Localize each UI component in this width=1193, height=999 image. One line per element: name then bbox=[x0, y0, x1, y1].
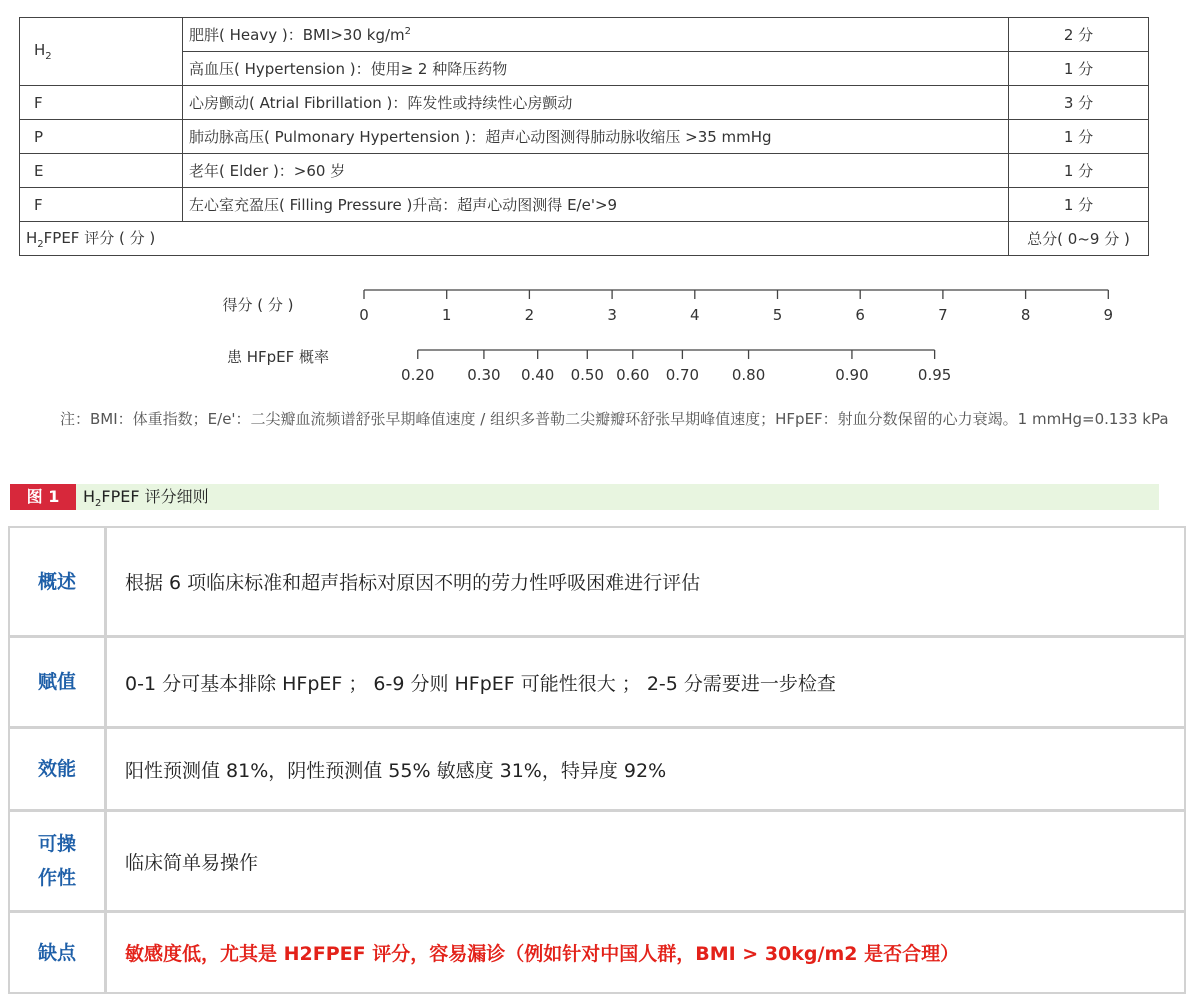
score-tick-label: 0 bbox=[359, 306, 369, 324]
criterion-points: 1 分 bbox=[1009, 52, 1149, 86]
table-row bbox=[20, 18, 1149, 52]
figure-caption-bar bbox=[10, 484, 1159, 510]
criterion-letter: P bbox=[20, 120, 183, 154]
criterion-letter: F bbox=[20, 188, 183, 222]
criterion-points: 3 分 bbox=[1009, 86, 1149, 120]
criterion-text: 左心室充盈压( Filling Pressure )升高：超声心动图测得 E/e'>9 bbox=[183, 188, 1009, 222]
evaluation-table bbox=[8, 526, 1186, 994]
row-label-drawbacks bbox=[10, 913, 107, 992]
row-content-scoring: 0-1 分可基本排除 HFpEF ； 6-9 分则 HFpEF 可能性很大 ； 2-5 分需要进一步检查 bbox=[107, 638, 1184, 729]
score-tick-label: 9 bbox=[1103, 306, 1114, 324]
score-tick-label: 4 bbox=[690, 306, 700, 324]
score-tick-label: 7 bbox=[938, 306, 948, 324]
score-tick-label: 3 bbox=[607, 306, 617, 324]
table-row bbox=[10, 528, 1184, 638]
table-row bbox=[20, 154, 1149, 188]
criterion-letter: F bbox=[20, 86, 183, 120]
score-axis-label: 得分 ( 分 ) bbox=[222, 296, 294, 314]
letter-subscript: 2 bbox=[45, 51, 52, 62]
figure-title bbox=[83, 484, 209, 510]
criterion-points: 1 分 bbox=[1009, 188, 1149, 222]
probability-tick-label: 0.30 bbox=[467, 366, 501, 384]
letter-text: H bbox=[34, 41, 46, 59]
table-row bbox=[20, 52, 1149, 86]
criterion-text: 老年( Elder )：>60 岁 bbox=[183, 154, 1009, 188]
row-content-efficacy: 阳性预测值 81%，阴性预测值 55% 敏感度 31%，特异度 92% bbox=[107, 729, 1184, 812]
table-row bbox=[10, 812, 1184, 913]
probability-tick-label: 0.20 bbox=[401, 366, 435, 384]
criterion-text: 心房颤动( Atrial Fibrillation )：阵发性或持续性心房颤动 bbox=[183, 86, 1009, 120]
probability-axis-label: 患 HFpEF 概率 bbox=[226, 348, 330, 366]
probability-tick-label: 0.95 bbox=[917, 366, 952, 384]
score-tick-label: 1 bbox=[441, 306, 452, 324]
criterion-text-main: 肥胖( Heavy )：BMI>30 kg/m bbox=[189, 26, 405, 44]
criterion-text: 肺动脉高压( Pulmonary Hypertension )：超声心动图测得肺动脉收缩压 >35 mmHg bbox=[183, 120, 1009, 154]
h2fpef-score-table bbox=[19, 17, 1149, 256]
footnote: 注：BMI：体重指数；E/e'：二尖瓣血流频谱舒张早期峰值速度 / 组织多普勒二尖瓣瓣环舒张早期峰值速度；HFpEF：射血分数保留的心力衰竭。1 mmHg=0.133 kPa bbox=[60, 410, 1169, 428]
row-label-text: 赋值 bbox=[37, 671, 76, 693]
probability-tick-label: 0.40 bbox=[520, 366, 555, 384]
figure-title-suffix: FPEF 评分细则 bbox=[101, 487, 209, 506]
score-probability-nomogram bbox=[0, 280, 1193, 390]
criterion-letter: E bbox=[20, 154, 183, 188]
criterion-superscript: 2 bbox=[404, 26, 412, 37]
table-row-total bbox=[20, 222, 1149, 256]
score-axis-ticks bbox=[359, 290, 1113, 324]
figure-title-subscript: 2 bbox=[95, 498, 102, 510]
criterion-text: 高血压( Hypertension )：使用≥ 2 种降压药物 bbox=[183, 52, 1009, 86]
table-row bbox=[20, 188, 1149, 222]
score-tick-label: 2 bbox=[524, 306, 535, 324]
total-value: 总分( 0~9 分 ) bbox=[1009, 222, 1149, 256]
total-label-prefix: H bbox=[26, 229, 38, 247]
criterion-text bbox=[183, 18, 1009, 52]
row-content-operability: 临床简单易操作 bbox=[107, 812, 1184, 913]
criterion-points: 1 分 bbox=[1009, 120, 1149, 154]
row-label-text: 可操 bbox=[37, 833, 76, 855]
row-label-text: 作性 bbox=[37, 867, 76, 889]
table-row bbox=[10, 638, 1184, 729]
criterion-letter bbox=[20, 18, 183, 86]
row-label-text: 概述 bbox=[37, 570, 76, 593]
row-label-text: 缺点 bbox=[37, 941, 76, 964]
row-content-overview: 根据 6 项临床标准和超声指标对原因不明的劳力性呼吸困难进行评估 bbox=[107, 528, 1184, 638]
row-label-efficacy bbox=[10, 729, 107, 812]
row-label-text: 效能 bbox=[37, 758, 76, 780]
probability-tick-label: 0.50 bbox=[570, 366, 604, 384]
figure-title-prefix: H bbox=[83, 487, 96, 506]
criterion-points: 2 分 bbox=[1009, 18, 1149, 52]
row-label-operability bbox=[10, 812, 107, 913]
probability-tick-label: 0.80 bbox=[731, 366, 766, 384]
score-tick-label: 6 bbox=[855, 306, 865, 324]
table-row bbox=[20, 86, 1149, 120]
row-label-overview bbox=[10, 528, 107, 638]
probability-tick-label: 0.90 bbox=[835, 366, 869, 384]
table-row bbox=[10, 913, 1184, 992]
score-tick-label: 5 bbox=[772, 306, 783, 324]
total-label bbox=[20, 222, 1009, 256]
probability-tick-label: 0.60 bbox=[616, 366, 650, 384]
probability-axis-ticks bbox=[401, 350, 951, 384]
row-label-scoring bbox=[10, 638, 107, 729]
table-row bbox=[10, 729, 1184, 812]
total-label-suffix: FPEF 评分 ( 分 ) bbox=[43, 229, 156, 247]
figure-number-tag: 图 1 bbox=[10, 484, 76, 510]
total-label-subscript: 2 bbox=[37, 239, 44, 250]
probability-tick-label: 0.70 bbox=[665, 366, 700, 384]
table-row bbox=[20, 120, 1149, 154]
score-tick-label: 8 bbox=[1020, 306, 1031, 324]
criterion-points: 1 分 bbox=[1009, 154, 1149, 188]
row-content-drawbacks: 敏感度低，尤其是 H2FPEF 评分，容易漏诊（例如针对中国人群，BMI > 30kg/m2 是否合理） bbox=[125, 943, 960, 965]
